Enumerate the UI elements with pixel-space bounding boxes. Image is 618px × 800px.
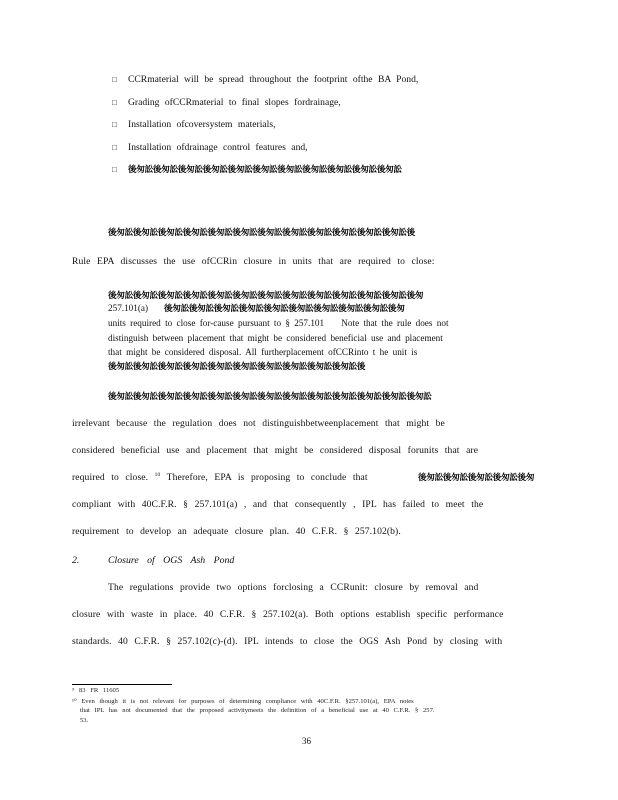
paragraph-line: compliant with 40C.F.R. § 257.101(a) , and that consequently , IPL has failed to meet the <box>72 499 484 510</box>
bullet-item: Grading ofCCRmaterial to final slopes fordrainage, <box>128 97 341 108</box>
paragraph-line: 後匆訟後匆訟後匆訟後匆訟後匆訟後匆訟後匆訟後匆訟後匆訟後匆訟後匆訟後匆訟後匆訟 <box>108 392 432 402</box>
footnote: 53. <box>80 717 89 724</box>
footnote: ¹⁰ Even though it is not relevant for purposes of determining compliance with 40C.F.R. §257.101(a), EPA notes <box>72 698 414 705</box>
bullet-icon: □ <box>112 165 117 174</box>
bullet-icon: □ <box>112 75 117 84</box>
footnote: that IPL has not documented that the proposed activitymeets the definition of a beneficial use at 40 C.F.R. § 257. <box>80 707 435 714</box>
section-number: 2. <box>72 555 80 566</box>
paragraph-line: 後匆訟後匆訟後匆訟後匆訟後匆 <box>418 473 535 483</box>
quote-line: units required to close for-cause pursuant to § 257.101 Note that the rule does not <box>108 318 449 328</box>
footnote-divider <box>72 684 172 685</box>
quote-line: 後匆訟後匆訟後匆訟後匆訟後匆訟後匆訟後匆訟後匆訟後匆訟後匆訟後 <box>108 362 366 372</box>
bullet-item: Installation ofdrainage control features and, <box>128 142 308 153</box>
footnote: ⁹ 83 FR 11605 <box>72 687 120 694</box>
quote-line: that might be considered disposal. All furtherplacement ofCCRinto t he unit is <box>108 347 418 357</box>
bullet-icon: □ <box>112 98 117 107</box>
paragraph-text: Therefore, EPA is proposing to conclude that <box>166 472 368 484</box>
section-title: Closure of OGS Ash Pond <box>108 555 235 566</box>
intro-line: Rule EPA discusses the use ofCCRin closure in units that are required to close: <box>72 256 435 267</box>
bullet-icon: □ <box>112 120 117 129</box>
paragraph-line: closure with waste in place. 40 C.F.R. § 257.102(a). Both options establish specific performance <box>72 609 504 620</box>
footnote-ref: 10 <box>154 472 161 478</box>
bullet-item: CCRmaterial will be spread throughout the footprint ofthe BA Pond, <box>128 74 419 85</box>
paragraph-line: irrelevant because the regulation does not distinguishbetweenplacement that might be <box>72 418 445 429</box>
paragraph-line: requirement to develop an adequate closure plan. 40 C.F.R. § 257.102(b). <box>72 526 401 537</box>
bullet-icon: □ <box>112 143 117 152</box>
intro-garbled-line: 後匆訟後匆訟後匆訟後匆訟後匆訟後匆訟後匆訟後匆訟後匆訟後匆訟後匆訟後匆訟後 <box>108 228 415 238</box>
quote-line: distinguish between placement that might be considered beneficial use and placement <box>108 333 443 343</box>
paragraph-line <box>72 472 368 483</box>
paragraph-line: standards. 40 C.F.R. § 257.102(c)-(d). IPL intends to close the OGS Ash Pond by closing with <box>72 636 503 647</box>
bullet-item: Installation ofcoversystem materials, <box>128 119 276 130</box>
paragraph-line: The regulations provide two options forclosing a CCRunit: closure by removal and <box>108 582 479 593</box>
paragraph-text: required to close. <box>72 472 149 484</box>
page-number: 36 <box>302 736 311 746</box>
paragraph-line: considered beneficial use and placement that might be considered disposal forunits that are <box>72 445 479 456</box>
quote-line: 257.101(a) <box>108 303 149 313</box>
quote-line: 後匆訟後匆訟後匆訟後匆訟後匆訟後匆訟後匆訟後匆訟後匆訟後匆 <box>164 304 405 314</box>
quote-line: 後匆訟後匆訟後匆訟後匆訟後匆訟後匆訟後匆訟後匆訟後匆訟後匆訟後匆訟後匆訟後匆 <box>108 291 424 301</box>
bullet-item: 後匆訟後匆訟後匆訟後匆訟後匆訟後匆訟後匆訟後匆訟後匆訟後匆訟後匆訟 <box>128 165 402 175</box>
